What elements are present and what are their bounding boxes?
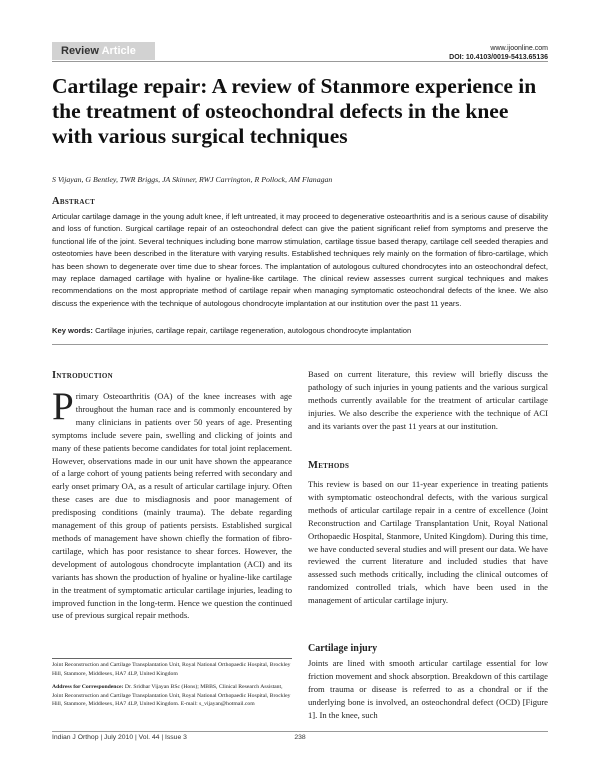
author-list: S Vijayan, G Bentley, TWR Briggs, JA Skinner, RWJ Carrington, R Pollock, AM Flanagan xyxy=(52,175,333,184)
keywords-label: Key words: xyxy=(52,326,93,335)
footnote-rule xyxy=(52,658,292,659)
correspondence-text: Dr. Sridhar Vijayan BSc (Hons); MBBS, Clinical Research Assistant, Joint Reconstruction and Cartilage Transplantation Unit, Royal National Orthopaedic Hospital, Brockley Hill, Stanmore, Middlesex, HA7 4LP, United Kingdom. E-mail: s_vijayan@hotmail.com xyxy=(52,684,291,707)
affiliation-footnote: Joint Reconstruction and Cartilage Transplantation Unit, Royal National Orthopaedic Hospital, Brockley Hill, Stanmore, Middlesex, HA7 4LP, United Kingdom xyxy=(52,662,291,677)
introduction-paragraph-2: Based on current literature, this review will briefly discuss the pathology of such injuries in young patients and the various surgical methods currently available for the treatment of articular cartilage injuries. We also describe the experience with the technique of ACI and its variants over the past 11 years at our institution. xyxy=(308,369,548,431)
introduction-paragraph-1: rimary Osteoarthritis (OA) of the knee increases with age throughout the human race and is commonly encountered by many clinicians in patients over 50 years of age. Presenting symptoms include severe pain, swelling and clicking of joints and many of these patients become candidates for total joint replacement. However, observations made in our unit have shown the appearance of a large cohort of young patients being referred with secondary and early onset primary OA, as a result of articular cartilage injury. Often these cases are due to misdiagnosis and poor management of predisposing conditions (mainly trauma). The debate regarding management of this group of patients persists. Established surgical methods of management have shown chiefly the formation of fibro-cartilage, which has poor resistance to shear forces. However, the development of autologous chondrocyte implantation (ACI) and its variants has shown the production of hyaline or hyaline-like cartilage in the treatment of symptomatic articular cartilage injuries, leading to improved function in the long-term. Hence we question the continued use of previous surgical repair methods. xyxy=(52,391,292,621)
drop-cap: P xyxy=(52,385,74,428)
cartilage-injury-body: Joints are lined with smooth articular cartilage essential for low friction movement and shock absorption. Breakdown of this cartilage from trauma or disease is referred to as a chondral or if the underlying bone is involved, an osteochondral defect (OCD) [Figure 1]. In the knee, such xyxy=(308,658,548,720)
methods-heading: Methods xyxy=(308,460,350,471)
journal-citation: Indian J Orthop | July 2010 | Vol. 44 | Issue 3 xyxy=(52,734,187,741)
methods-body: This review is based on our 11-year experience in treating patients with symptomatic osteochondral defects, with the various surgical methods of articular cartilage repair in a centre of excellence (Joint Reconstruction and Cartilage Transplantation Unit, Royal National Orthopaedic Hospital, Stanmore, United Kingdom). During this time, we have conducted several studies and will present our data. We have reviewed the current literature and included studies that have assessed such methods critically, including the clinical outcomes of randomized controlled trials, which have been used in the management of articular cartilage injury. xyxy=(308,479,548,606)
correspondence-label: Address for Correspondence: xyxy=(52,684,124,690)
keywords-text: Cartilage injuries, cartilage repair, cartilage regeneration, autologous chondrocyte implantation xyxy=(95,326,412,335)
section-tag-word-2: Article xyxy=(101,45,136,57)
doi[interactable]: DOI: 10.4103/0019-5413.65136 xyxy=(449,54,548,61)
section-tag-word-1: Review xyxy=(61,45,99,57)
header-rule xyxy=(52,61,548,62)
article-title: Cartilage repair: A review of Stanmore experience in the treatment of osteochondral defects in the knee with various surgical techniques xyxy=(52,74,537,148)
abstract-text: Articular cartilage damage in the young adult knee, if left untreated, it may proceed to degenerative osteoarthritis and is a serious cause of disability and loss of function. Surgical cartilage repair of an osteochondral defect can give the patient significant relief from symptoms and preserve the functional life of the joint. Several techniques including bone marrow stimulation, cartilage tissue based therapy, cartilage cell seeded therapies and osteotomies have been described in the literature with varying results. Established techniques rely mainly on the formation of fibro-cartilage, which has been shown to degenerate over time due to shear forces. The implantation of autologous cultured chondrocytes into an osteochondral defect, may replace damaged cartilage with hyaline or hyaline-like cartilage. The clinical review assesses current surgical techniques and makes recommendations on the most appropriate method of cartilage repair when managing symptomatic osteochondral defects of the knee. We also discuss the experience with the technique of autologous chondrocyte implantation at our institution over the past 11 years. xyxy=(52,212,548,308)
abstract-rule xyxy=(52,344,548,345)
keywords xyxy=(52,326,548,335)
page-number: 238 xyxy=(294,734,306,741)
journal-website[interactable]: www.ijoonline.com xyxy=(490,45,548,52)
correspondence-footnote xyxy=(52,683,292,709)
footer-rule xyxy=(52,731,548,732)
section-tag xyxy=(52,42,155,60)
introduction-heading: Introduction xyxy=(52,370,113,381)
introduction-body xyxy=(52,385,292,622)
abstract-heading: Abstract xyxy=(52,196,96,207)
cartilage-injury-heading: Cartilage injury xyxy=(308,643,378,654)
